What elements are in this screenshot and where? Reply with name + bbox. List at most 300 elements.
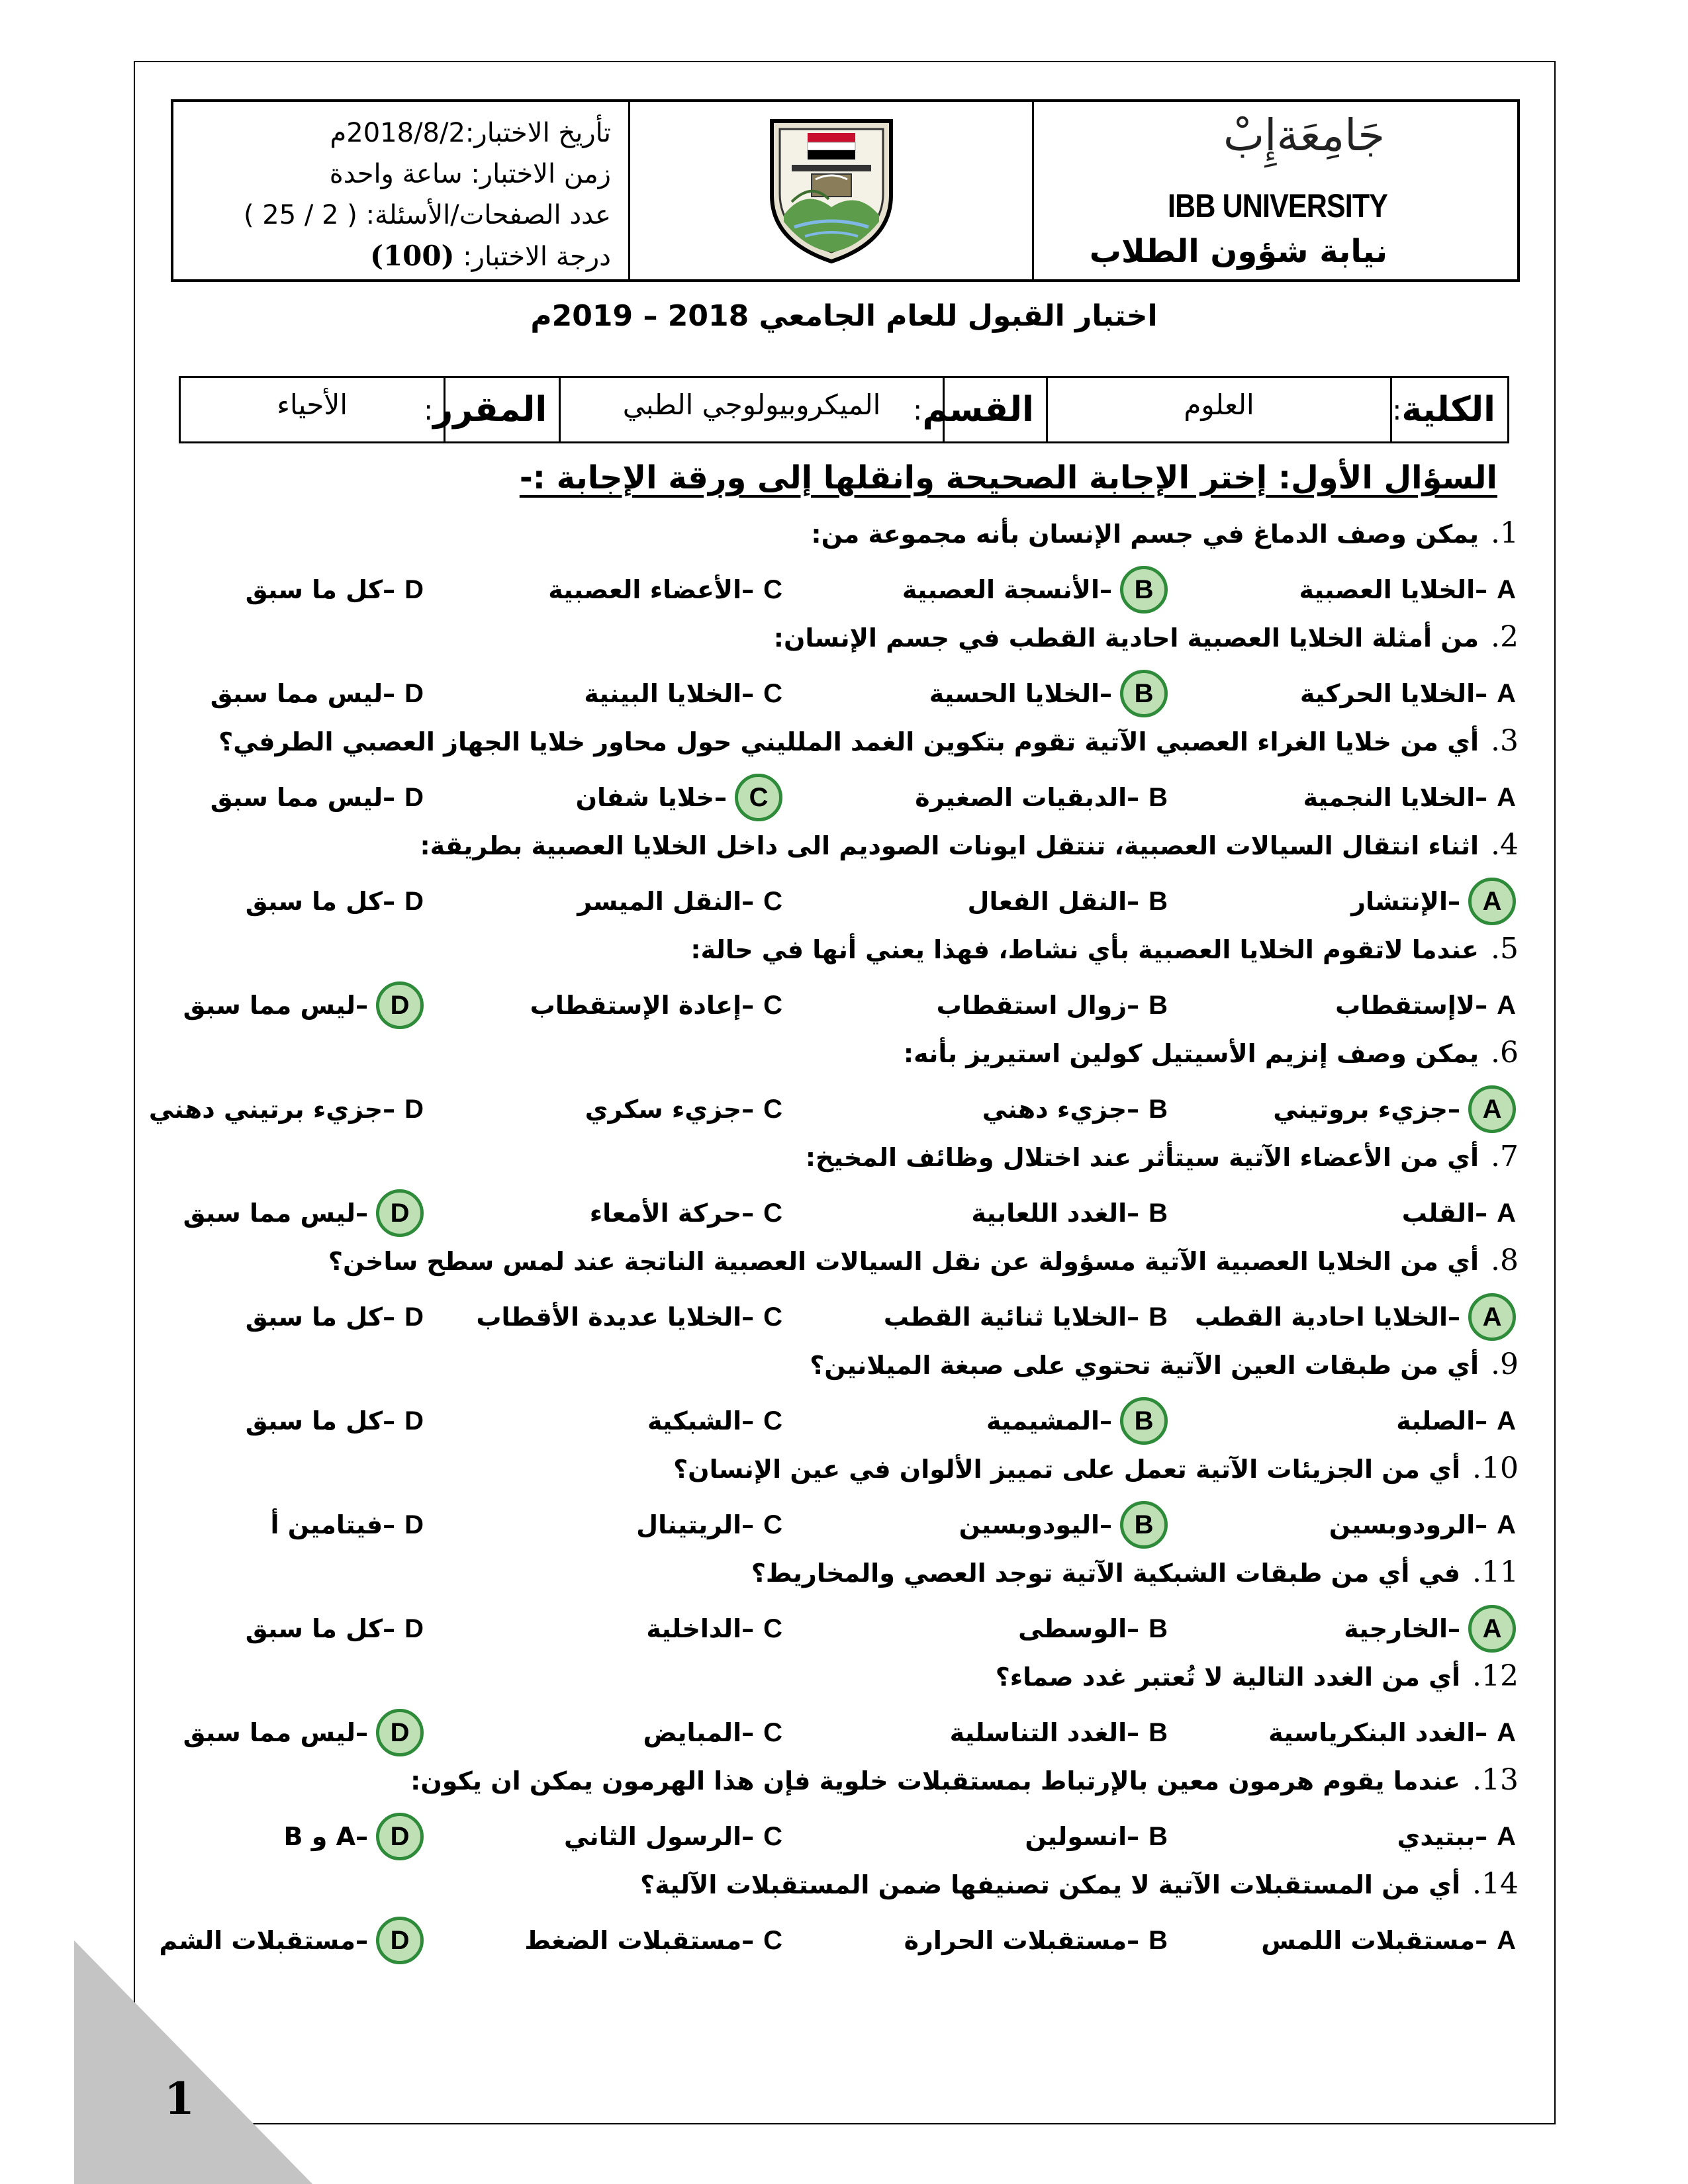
option-dash: – (741, 1095, 755, 1124)
question-text: أي من المستقبلات الآتية لا يمكن تصنيفها ضمن المستقبلات الآلية؟ (640, 1870, 1460, 1899)
option-text: الرودوبسين (1329, 1510, 1476, 1539)
selected-answer-marker: B (1120, 1397, 1168, 1445)
option-letter: D (404, 1614, 424, 1643)
option-a (1300, 670, 1516, 717)
selected-answer-marker: B (1120, 670, 1168, 717)
option-c (647, 1398, 782, 1444)
option-a (1195, 1294, 1516, 1340)
option-letter: B (1149, 1821, 1168, 1851)
option-letter: C (763, 1198, 782, 1228)
option-letter: B (1149, 1198, 1168, 1228)
option-text: الخلايا الحركية (1299, 679, 1476, 708)
question-stem (218, 724, 1519, 758)
option-letter: C (763, 1614, 782, 1643)
option-c (577, 878, 782, 925)
option-dash: – (1127, 1302, 1140, 1332)
option-text: لاإستقطاب (1335, 991, 1476, 1020)
option-text: الخلايا العصبية (1299, 575, 1476, 604)
option-text: الخلايا عديدة الأقطاب (476, 1302, 742, 1332)
option-text: الخلايا النجمية (1303, 783, 1476, 812)
selected-answer-marker: A (1468, 878, 1516, 925)
option-a (1303, 774, 1516, 821)
question-text: عندما لاتقوم الخلايا العصبية بأي نشاط، فهذا يعني أنها في حالة: (690, 935, 1479, 964)
option-text: الوسطى (1018, 1614, 1127, 1643)
option-letter: D (404, 1406, 424, 1435)
option-letter: A (1497, 990, 1516, 1020)
university-name-english: IBB UNIVERSITY (1167, 187, 1387, 224)
option-letter: B (1149, 782, 1168, 812)
question-stem (673, 1451, 1519, 1485)
option-text: النقل الفعال (967, 887, 1127, 916)
option-text: الخلايا البينية (584, 679, 742, 708)
option-d (246, 1606, 424, 1652)
exam-grade-label: درجة الاختبار: (463, 242, 611, 272)
option-dash: – (383, 1095, 396, 1124)
option-dash: – (741, 1199, 755, 1228)
option-dash: – (741, 1614, 755, 1643)
option-letter: D (404, 1094, 424, 1124)
question-stem (904, 1036, 1519, 1069)
option-letter: B (1149, 886, 1168, 916)
option-b (884, 1294, 1168, 1340)
question-item (0, 1763, 1688, 1868)
option-d (149, 1086, 424, 1132)
option-text: ليس مما سبق (183, 991, 355, 1020)
option-letter: C (763, 990, 782, 1020)
question-item (0, 1867, 1688, 1972)
option-dash: – (1448, 1095, 1460, 1124)
option-a (1402, 1190, 1516, 1236)
option-d (159, 1917, 424, 1964)
selected-answer-marker: A (1468, 1293, 1516, 1341)
option-text: جزيء دهني (982, 1095, 1127, 1124)
option-dash: – (741, 991, 755, 1020)
section-label-colon: : (913, 393, 923, 426)
option-d (246, 1294, 424, 1340)
option-dash: – (741, 887, 755, 916)
option-text: الأنسجة العصبية (902, 575, 1100, 604)
selected-answer-marker: D (376, 1813, 424, 1860)
corner-decoration (74, 1940, 312, 2184)
option-a (1351, 878, 1516, 925)
question-number: 7. (1491, 1140, 1519, 1173)
option-d (246, 878, 424, 925)
option-c (576, 774, 782, 821)
option-text: مستقبلات الشم (159, 1926, 355, 1955)
option-dash: – (355, 991, 368, 1020)
question-number: 8. (1491, 1244, 1519, 1277)
option-dash: – (1127, 1199, 1140, 1228)
option-b (986, 1398, 1168, 1444)
question-stem (410, 1763, 1519, 1797)
option-dash: – (383, 575, 396, 604)
option-d (270, 1502, 424, 1548)
option-dash: – (383, 679, 396, 708)
question-stem (996, 1659, 1519, 1693)
exam-info (173, 102, 630, 279)
option-text: الداخلية (646, 1614, 742, 1643)
exam-date: تأريخ الاختبار:2018/8/2م (330, 118, 611, 148)
option-text: الغدد اللعابية (971, 1199, 1127, 1228)
option-text: كل ما سبق (245, 1406, 383, 1435)
option-dash: – (741, 1822, 755, 1851)
option-a (1273, 1086, 1516, 1132)
university-name-block (1034, 102, 1517, 279)
option-text: مستقبلات الضغط (524, 1926, 742, 1955)
option-dash: – (1127, 1095, 1140, 1124)
option-b (982, 1086, 1168, 1132)
option-dash: – (741, 1926, 755, 1955)
option-dash: – (383, 783, 396, 812)
option-text: الغدد التناسلية (949, 1718, 1127, 1747)
question-number: 5. (1491, 932, 1519, 966)
option-c (646, 1606, 782, 1652)
option-dash: – (383, 1614, 396, 1643)
faculty-value: العلوم (1048, 378, 1392, 441)
option-text: كل ما سبق (245, 1302, 383, 1332)
option-letter: C (763, 1821, 782, 1851)
question-item (0, 1140, 1688, 1244)
option-b (902, 567, 1168, 613)
option-text: ليس مما سبق (183, 1199, 355, 1228)
option-text: جزيء سكري (585, 1095, 742, 1124)
question-text: أي من الغدد التالية لا تُعتبر غدد صماء؟ (995, 1662, 1460, 1692)
option-text: مستقبلات اللمس (1261, 1926, 1476, 1955)
exam-grade-value: (100) (370, 240, 455, 272)
option-letter: B (1149, 1302, 1168, 1332)
option-b (915, 774, 1168, 821)
option-text: إعادة الإستقطاب (530, 991, 742, 1020)
option-text: المشيمية (986, 1406, 1100, 1435)
selected-answer-marker: A (1468, 1605, 1516, 1653)
option-c (548, 567, 782, 613)
option-letter: B (1149, 1925, 1168, 1955)
option-dash: – (1475, 1199, 1488, 1228)
option-dash: – (355, 1199, 368, 1228)
option-letter: D (404, 1302, 424, 1332)
selected-answer-marker: D (376, 1917, 424, 1964)
question-number: 9. (1491, 1347, 1519, 1381)
question-number: 11. (1472, 1555, 1519, 1589)
faculty-label-cell (1392, 378, 1507, 441)
question-number: 1. (1491, 516, 1519, 550)
option-d (211, 774, 424, 821)
option-dash: – (1100, 1510, 1112, 1539)
option-letter: B (1149, 1094, 1168, 1124)
option-text: ليس مما سبق (210, 679, 383, 708)
option-letter: A (1497, 678, 1516, 708)
option-a (1299, 567, 1516, 613)
option-a (1396, 1398, 1516, 1444)
option-text: فيتامين أ (270, 1510, 383, 1539)
question-stem (774, 620, 1519, 654)
option-letter: A (1497, 782, 1516, 812)
option-letter: C (763, 1925, 782, 1955)
option-text: النقل الميسر (577, 887, 742, 916)
selected-answer-marker: A (1468, 1085, 1516, 1133)
option-letter: C (763, 678, 782, 708)
option-c (636, 1502, 782, 1548)
option-dash: – (1475, 575, 1488, 604)
option-c (585, 1086, 782, 1132)
option-letter: B (1149, 1614, 1168, 1643)
course-value: الأحياء (181, 378, 445, 441)
option-letter: C (763, 1406, 782, 1435)
option-letter: D (404, 782, 424, 812)
question-item (0, 828, 1688, 933)
page-number: 1 (164, 2073, 195, 2124)
question-stem (328, 1244, 1519, 1277)
option-dash: – (1127, 783, 1140, 812)
option-dash: – (1475, 1822, 1488, 1851)
option-text: الريتينال (636, 1510, 742, 1539)
option-b (971, 1190, 1168, 1236)
option-letter: C (763, 1302, 782, 1332)
option-dash: – (1475, 1510, 1488, 1539)
option-c (584, 670, 782, 717)
option-text: A و B (283, 1822, 355, 1851)
question-number: 10. (1472, 1451, 1519, 1485)
question-item (0, 1659, 1688, 1764)
option-text: مستقبلات الحرارة (904, 1926, 1127, 1955)
option-d (183, 1709, 424, 1756)
exam-header (171, 99, 1520, 282)
option-dash: – (714, 783, 727, 812)
option-d (246, 567, 424, 613)
option-letter: A (1497, 574, 1516, 604)
option-dash: – (1100, 679, 1112, 708)
option-letter: A (1497, 1925, 1516, 1955)
question-number: 12. (1472, 1659, 1519, 1693)
option-dash: – (1127, 1718, 1140, 1747)
university-name-arabic: جَامِعَةإِبْ (1223, 110, 1385, 161)
option-letter: A (1497, 1406, 1516, 1435)
option-text: ليس مما سبق (183, 1718, 355, 1747)
option-letter: B (1149, 990, 1168, 1020)
option-letter: D (404, 886, 424, 916)
option-letter: C (763, 1717, 782, 1747)
option-text: الخلايا ثنائية القطب (883, 1302, 1127, 1332)
option-dash: – (1475, 991, 1488, 1020)
option-dash: – (741, 1510, 755, 1539)
option-dash: – (1448, 1302, 1460, 1332)
option-b (929, 670, 1168, 717)
option-text: ليس مما سبق (210, 783, 383, 812)
option-letter: D (404, 574, 424, 604)
option-dash: – (1475, 679, 1488, 708)
option-text: خلايا شفان (575, 783, 714, 812)
option-letter: C (763, 1510, 782, 1539)
option-letter: C (763, 886, 782, 916)
option-dash: – (383, 1302, 396, 1332)
option-c (476, 1294, 782, 1340)
option-text: انسولين (1025, 1822, 1127, 1851)
option-dash: – (741, 575, 755, 604)
question-text: أي من خلايا الغراء العصبي الآتية تقوم بتكوين الغمد الملليني حول محاور خلايا الجهاز العصبي الطرفي؟ (218, 727, 1479, 756)
question-text: عندما يقوم هرمون معين بالإرتباط بمستقبلات خلوية فإن هذا الهرمون يمكن ان يكون: (410, 1766, 1460, 1796)
option-text: حركة الأمعاء (589, 1199, 742, 1228)
question-item (0, 1244, 1688, 1348)
course-label-colon: : (424, 393, 434, 426)
option-dash: – (741, 1406, 755, 1435)
option-b (904, 1917, 1168, 1964)
question-item (0, 932, 1688, 1036)
option-b (937, 982, 1168, 1028)
question-stem (810, 1347, 1519, 1381)
question-text: اثناء انتقال السيالات العصبية، تنتقل ايونات الصوديم الى داخل الخلايا العصبية بطريقة: (420, 831, 1479, 860)
option-text: الدبقيات الصغيرة (915, 783, 1127, 812)
option-dash: – (383, 887, 396, 916)
option-a (1344, 1606, 1516, 1652)
faculty-label-colon: : (1392, 393, 1402, 426)
option-dash: – (741, 1302, 755, 1332)
option-text: اليودوبسين (959, 1510, 1100, 1539)
question-stem (811, 516, 1519, 550)
option-text: الغدد البنكرياسية (1268, 1718, 1476, 1747)
option-text: الخارجية (1344, 1614, 1448, 1643)
option-text: زوال استقطاب (936, 991, 1127, 1020)
option-letter: A (1497, 1510, 1516, 1539)
option-letter: C (763, 574, 782, 604)
option-dash: – (355, 1822, 368, 1851)
option-a (1335, 982, 1516, 1028)
option-dash: – (741, 1718, 755, 1747)
question-text: أي من الجزيئات الآتية تعمل على تمييز الألوان في عين الإنسان؟ (673, 1455, 1460, 1484)
exam-duration: زمن الاختبار: ساعة واحدة (329, 159, 611, 189)
option-dash: – (1448, 887, 1460, 916)
selected-answer-marker: B (1120, 566, 1168, 614)
option-a (1329, 1502, 1516, 1548)
option-d (183, 982, 424, 1028)
selected-answer-marker: B (1120, 1501, 1168, 1549)
option-text: ببتيدي (1397, 1822, 1476, 1851)
question-item (0, 516, 1688, 621)
selected-answer-marker: D (376, 981, 424, 1029)
department-name: نيابة شؤون الطلاب (1089, 233, 1387, 270)
option-dash: – (1127, 1614, 1140, 1643)
option-dash: – (1475, 783, 1488, 812)
option-letter: D (404, 1510, 424, 1539)
option-dash: – (1475, 1718, 1488, 1747)
section-heading: السؤال الأول: إختر الإجابة الصحيحة وانقلها إلى ورقة الإجابة :- (519, 459, 1497, 496)
question-item (0, 1036, 1688, 1140)
option-dash: – (1100, 1406, 1112, 1435)
option-c (564, 1813, 782, 1860)
option-letter: C (763, 1094, 782, 1124)
option-dash: – (1127, 991, 1140, 1020)
course-info-table (179, 376, 1509, 443)
question-item (0, 620, 1688, 725)
option-dash: – (383, 1510, 396, 1539)
question-stem (420, 828, 1519, 862)
question-text: أي من الخلايا العصبية الآتية مسؤولة عن نقل السيالات العصبية الناتجة عند لمس سطح ساخن؟ (328, 1247, 1479, 1276)
question-text: أي من الأعضاء الآتية سيتأثر عند اختلال وظائف المخيخ: (805, 1143, 1479, 1172)
option-dash: – (355, 1718, 368, 1747)
question-text: أي من طبقات العين الآتية تحتوي على صبغة الميلانين؟ (810, 1351, 1479, 1380)
question-number: 6. (1491, 1036, 1519, 1069)
option-dash: – (355, 1926, 368, 1955)
question-item (0, 1347, 1688, 1452)
option-dash: – (383, 1406, 396, 1435)
option-dash: – (1127, 1822, 1140, 1851)
question-number: 4. (1491, 828, 1519, 862)
option-b (950, 1709, 1168, 1756)
option-c (590, 1190, 782, 1236)
question-stem (640, 1867, 1519, 1901)
option-text: كل ما سبق (245, 1614, 383, 1643)
option-d (183, 1190, 424, 1236)
option-letter: B (1149, 1717, 1168, 1747)
selected-answer-marker: C (735, 774, 782, 821)
option-a (1261, 1917, 1516, 1964)
question-number: 3. (1491, 724, 1519, 758)
option-text: جزيء بروتيني (1273, 1095, 1448, 1124)
option-text: الأعضاء العصبية (548, 575, 742, 604)
selected-answer-marker: D (376, 1709, 424, 1756)
option-text: كل ما سبق (245, 887, 383, 916)
option-b (967, 878, 1168, 925)
option-text: المبايض (643, 1718, 742, 1747)
question-item (0, 1555, 1688, 1660)
exam-grade (173, 236, 611, 277)
option-text: الرسول الثاني (563, 1822, 742, 1851)
option-d (246, 1398, 424, 1444)
option-text: الإنتشار (1351, 887, 1448, 916)
option-letter: A (1497, 1821, 1516, 1851)
section-label: القسم (922, 390, 1034, 430)
option-letter: A (1497, 1717, 1516, 1747)
option-dash: – (1127, 887, 1140, 916)
option-dash: – (1475, 1406, 1488, 1435)
option-dash: – (1448, 1614, 1460, 1643)
question-text: يمكن وصف إنزيم الأسيتيل كولين استيريز بأنه: (903, 1039, 1479, 1068)
exam-title: اختبار القبول للعام الجامعي 2018 – 2019م (530, 299, 1158, 333)
question-number: 14. (1472, 1867, 1519, 1901)
option-c (643, 1709, 782, 1756)
option-c (524, 1917, 782, 1964)
question-item (0, 1451, 1688, 1556)
option-dash: – (1100, 575, 1112, 604)
option-b (1025, 1813, 1168, 1860)
option-a (1268, 1709, 1516, 1756)
section-label-cell (913, 378, 1048, 441)
question-stem (690, 932, 1519, 966)
option-a (1397, 1813, 1516, 1860)
university-logo (630, 102, 1034, 279)
question-stem (751, 1555, 1519, 1589)
option-letter: A (1497, 1198, 1516, 1228)
selected-answer-marker: D (376, 1189, 424, 1237)
option-b (1018, 1606, 1168, 1652)
option-dash: – (1127, 1926, 1140, 1955)
question-text: في أي من طبقات الشبكية الآتية توجد العصي والمخاريط؟ (751, 1559, 1460, 1588)
option-text: الخلايا احادية القطب (1195, 1302, 1448, 1332)
option-text: الشبكية (647, 1406, 742, 1435)
exam-pages: عدد الصفحات/الأسئلة: ( 2 / 25 ) (243, 200, 611, 230)
question-number: 13. (1472, 1763, 1519, 1797)
option-b (959, 1502, 1168, 1548)
question-stem (806, 1140, 1519, 1173)
option-c (530, 982, 782, 1028)
option-text: جزيء برتيني دهني (148, 1095, 383, 1124)
option-d (284, 1813, 424, 1860)
university-emblem-icon (765, 116, 898, 265)
section-value: الميكروبيولوجي الطبي (561, 378, 945, 441)
question-number: 2. (1491, 620, 1519, 654)
option-dash: – (741, 679, 755, 708)
option-text: الصلبة (1396, 1406, 1476, 1435)
question-text: من أمثلة الخلايا العصبية احادية القطب في جسم الإنسان: (773, 623, 1479, 653)
